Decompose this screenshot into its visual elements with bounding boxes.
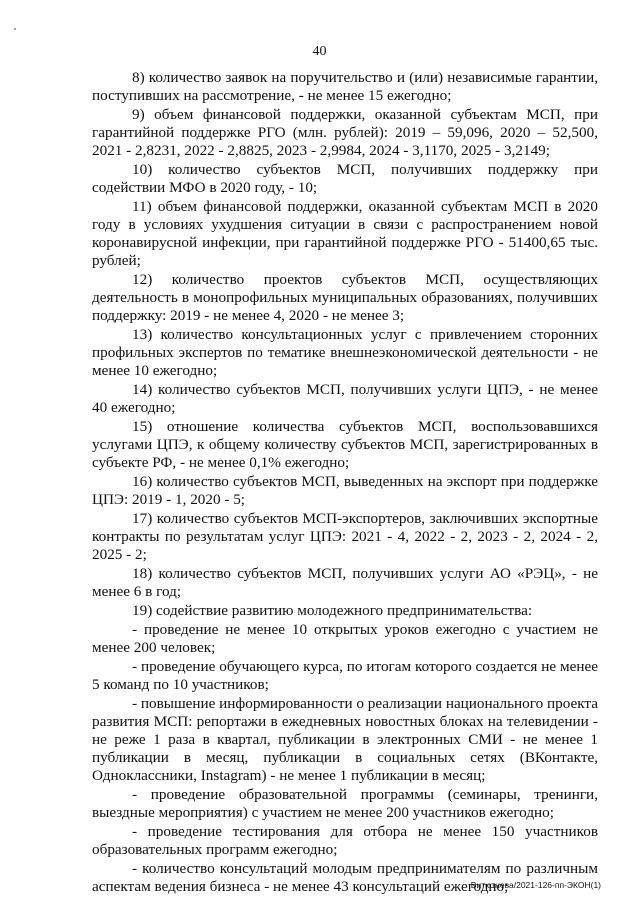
bullet-information-awareness: - повышение информированности о реализации национального проекта развития МСП: репортажи в ежедневных новостных блоках на телевидении - не реже 1 раза в квартал, публикации в электронных СМИ - не менее 1 публикации в месяц, публикации в социальных сетях (ВКонтакте, Одноклассники, Instagram) - не менее 1 публикации в месяц;: [92, 695, 598, 784]
paragraph-item-18: 18) количество субъектов МСП, получивших услуги АО «РЭЦ», - не менее 6 в год;: [92, 565, 598, 600]
bullet-training-course: - проведение обучающего курса, по итогам которого создается не менее 5 команд по 10 участников;: [92, 658, 598, 693]
paragraph-item-14: 14) количество субъектов МСП, получивших услуги ЦПЭ, - не менее 40 ежегодно;: [92, 381, 598, 416]
bullet-consultations: - количество консультаций молодым предпринимателям по различным аспектам ведения бизнеса - не менее 43 консультаций ежегодно;: [92, 860, 598, 895]
paragraph-item-19: 19) содействие развитию молодежного предпринимательства:: [132, 602, 533, 619]
paragraph-item-10: 10) количество субъектов МСП, получивших поддержку при содействии МФО в 2020 году, - 10;: [92, 161, 598, 196]
paragraph-item-12: 12) количество проектов субъектов МСП, осуществляющих деятельность в монопрофильных муниципальных образованиях, получивших поддержку: 2019 - не менее 4, 2020 - не менее 3;: [92, 271, 598, 324]
body-text: [92, 69, 598, 897]
bullet-open-lessons: - проведение не менее 10 открытых уроков ежегодно с участием не менее 200 человек;: [92, 621, 598, 656]
paragraph-item-11: 11) объем финансовой поддержки, оказанной субъектам МСП в 2020 году в условиях ухудшения ситуации в связи с распространением новой коронавирусной инфекции, при гарантийной поддержке РГО - 51400,65 тыс. рублей;: [92, 198, 598, 269]
bullet-educational-program: - проведение образовательной программы (семинары, тренинги, выездные мероприятия) с участием не менее 200 участников ежегодно;: [92, 786, 598, 821]
paragraph-item-8: 8) количество заявок на поручительство и (или) независимые гарантии, поступивших на рассмотрение, - не менее 15 ежегодно;: [92, 69, 598, 104]
paragraph-item-9: 9) объем финансовой поддержки, оказанной субъектам МСП, при гарантийной поддержке РГО (млн. рублей): 2019 – 59,096, 2020 – 52,500, 2021 - 2,8231, 2022 - 2,8825, 2023 - 2,9984, 2024 - 3,1170, 2025 - 3,2149;: [92, 106, 598, 159]
paragraph-item-15: 15) отношение количества субъектов МСП, воспользовавшихся услугами ЦПЭ, к общему количеству субъектов МСП, зарегистрированных в субъекте РФ, - не менее 0,1% ежегодно;: [92, 418, 598, 471]
paragraph-item-16: 16) количество субъектов МСП, выведенных на экспорт при поддержке ЦПЭ: 2019 - 1, 2020 - 5;: [92, 473, 598, 508]
document-footer: Витютнева/2021-126-пп-ЭКОН(1): [470, 880, 601, 890]
paragraph-item-13: 13) количество консультационных услуг с привлечением сторонних профильных экспертов по тематике внешнеэкономической деятельности - не менее 10 ежегодно;: [92, 326, 598, 379]
scan-artifact-dot: [14, 28, 16, 30]
paragraph-item-17: 17) количество субъектов МСП-экспортеров, заключивших экспортные контракты по результатам услуг ЦПЭ: 2021 - 4, 2022 - 2, 2023 - 2, 2024 - 2, 2025 - 2;: [92, 510, 598, 563]
bullet-testing: - проведение тестирования для отбора не менее 150 участников образовательных программ ежегодно;: [92, 823, 598, 858]
page-number: 40: [312, 44, 327, 59]
